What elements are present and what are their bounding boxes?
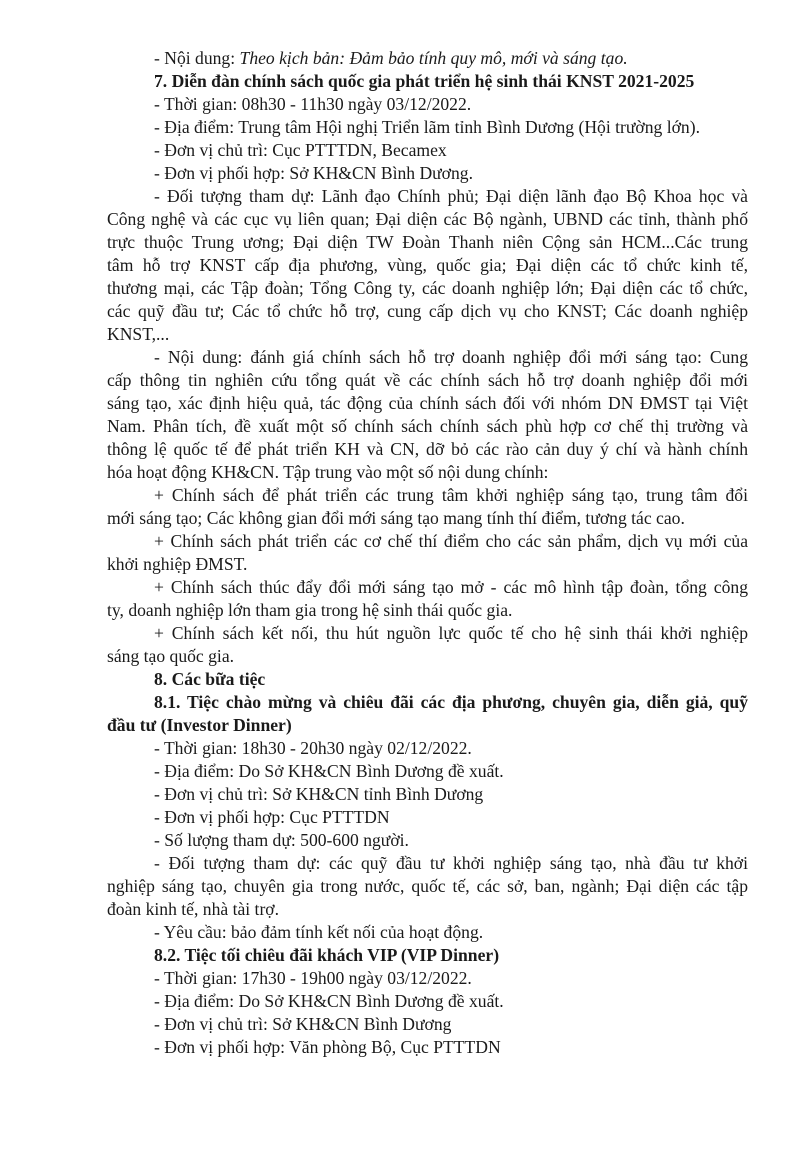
section-heading: 8. Các bữa tiệc: [154, 669, 266, 689]
paragraph-line: các quỹ đầu tư; Các tổ chức hỗ trợ, cung cấp dịch vụ cho KNST; Các doanh nghiệp: [107, 301, 748, 321]
paragraph-line: trực thuộc Trung ương; Đại diện TW Đoàn Thanh niên Cộng sản HCM...Các trung: [107, 232, 748, 252]
subsection-heading: 8.1. Tiệc chào mừng và chiêu đãi các địa phương, chuyên gia, diễn giả, quỹ: [154, 692, 748, 712]
bullet-line: + Chính sách phát triển các cơ chế thí điểm cho các sản phẩm, dịch vụ mới của: [154, 531, 748, 551]
content-italic: Theo kịch bản: Đảm bảo tính quy mô, mới và sáng tạo.: [239, 48, 628, 68]
detail-line: - Địa điểm: Do Sở KH&CN Bình Dương đề xuất.: [154, 761, 504, 781]
detail-line: - Số lượng tham dự: 500-600 người.: [154, 830, 409, 850]
detail-line: - Đơn vị chủ trì: Sở KH&CN Bình Dương: [154, 1014, 452, 1034]
bullet-line: sáng tạo quốc gia.: [107, 646, 235, 666]
paragraph-line: hóa hoạt động KH&CN. Tập trung vào một số nội dung chính:: [107, 462, 549, 482]
bullet-line: + Chính sách kết nối, thu hút nguồn lực quốc tế cho hệ sinh thái khởi nghiệp: [154, 623, 748, 643]
detail-line: - Đơn vị chủ trì: Cục PTTTDN, Becamex: [154, 140, 447, 160]
bullet-line: + Chính sách để phát triển các trung tâm khởi nghiệp sáng tạo, trung tâm đổi: [154, 485, 748, 505]
bullet-line: mới sáng tạo; Các không gian đổi mới sáng tạo mang tính thí điểm, tương tác cao.: [107, 508, 685, 528]
detail-line: - Thời gian: 17h30 - 19h00 ngày 03/12/2022.: [154, 968, 472, 988]
paragraph-line: tâm hỗ trợ KNST cấp địa phương, vùng, quốc gia; Đại diện các tổ chức kinh tế,: [107, 255, 748, 275]
bullet-line: + Chính sách thúc đẩy đổi mới sáng tạo mở - các mô hình tập đoàn, tổng công: [154, 577, 748, 597]
paragraph-line: thông lệ quốc tế để phát triển KH và CN, dỡ bỏ các rào cản duy ý chí và hành chính: [107, 439, 748, 459]
bullet-line: ty, doanh nghiệp lớn tham gia trong hệ sinh thái quốc gia.: [107, 600, 513, 620]
content-line: - Nội dung: Theo kịch bản: Đảm bảo tính quy mô, mới và sáng tạo.: [154, 48, 628, 68]
paragraph-line: - Đối tượng tham dự: các quỹ đầu tư khởi nghiệp sáng tạo, nhà đầu tư khởi: [154, 853, 748, 873]
bullet-line: khởi nghiệp ĐMST.: [107, 554, 248, 574]
detail-line: - Đơn vị phối hợp: Sở KH&CN Bình Dương.: [154, 163, 473, 183]
paragraph-line: KNST,...: [107, 324, 170, 344]
detail-line: - Địa điểm: Do Sở KH&CN Bình Dương đề xuất.: [154, 991, 504, 1011]
paragraph-line: cấp thông tin nghiên cứu tổng quát về các chính sách hỗ trợ doanh nghiệp đổi mới: [107, 370, 748, 390]
detail-line: - Đơn vị chủ trì: Sở KH&CN tỉnh Bình Dương: [154, 784, 484, 804]
paragraph-line: - Đối tượng tham dự: Lãnh đạo Chính phủ; Đại diện lãnh đạo Bộ Khoa học và: [154, 186, 748, 206]
detail-line: - Yêu cầu: bảo đảm tính kết nối của hoạt động.: [154, 922, 484, 942]
paragraph-line: thương mại, các Tập đoàn; Tổng Công ty, các doanh nghiệp lớn; Đại diện các tổ chức,: [107, 278, 748, 298]
paragraph-line: nghiệp sáng tạo, chuyên gia trong nước, quốc tế, các sở, ban, ngành; Đại diện các tập: [107, 876, 748, 896]
detail-line: - Thời gian: 08h30 - 11h30 ngày 03/12/2022.: [154, 94, 472, 114]
paragraph-line: Nam. Phân tích, đề xuất một số chính sách chính sách phù hợp cơ chế thị trường và: [107, 416, 748, 436]
paragraph-line: sáng tạo, xác định hiệu quả, tác động của chính sách đối với nhóm DN ĐMST tại Việt: [107, 393, 748, 413]
detail-line: - Địa điểm: Trung tâm Hội nghị Triển lãm tỉnh Bình Dương (Hội trường lớn).: [154, 117, 700, 137]
paragraph-line: đoàn kinh tế, nhà tài trợ.: [107, 899, 280, 919]
detail-line: - Thời gian: 18h30 - 20h30 ngày 02/12/2022.: [154, 738, 472, 758]
section-heading: 7. Diễn đàn chính sách quốc gia phát triển hệ sinh thái KNST 2021-2025: [154, 71, 695, 91]
subsection-heading: 8.2. Tiệc tối chiêu đãi khách VIP (VIP Dinner): [154, 945, 500, 965]
detail-line: - Đơn vị phối hợp: Văn phòng Bộ, Cục PTTTDN: [154, 1037, 501, 1057]
detail-line: - Đơn vị phối hợp: Cục PTTTDN: [154, 807, 390, 827]
subsection-heading: đầu tư (Investor Dinner): [107, 715, 292, 735]
paragraph-line: Công nghệ và các cục vụ liên quan; Đại diện các Bộ ngành, UBND các tỉnh, thành phố: [107, 209, 748, 229]
paragraph-line: - Nội dung: đánh giá chính sách hỗ trợ doanh nghiệp đổi mới sáng tạo: Cung: [154, 347, 748, 367]
